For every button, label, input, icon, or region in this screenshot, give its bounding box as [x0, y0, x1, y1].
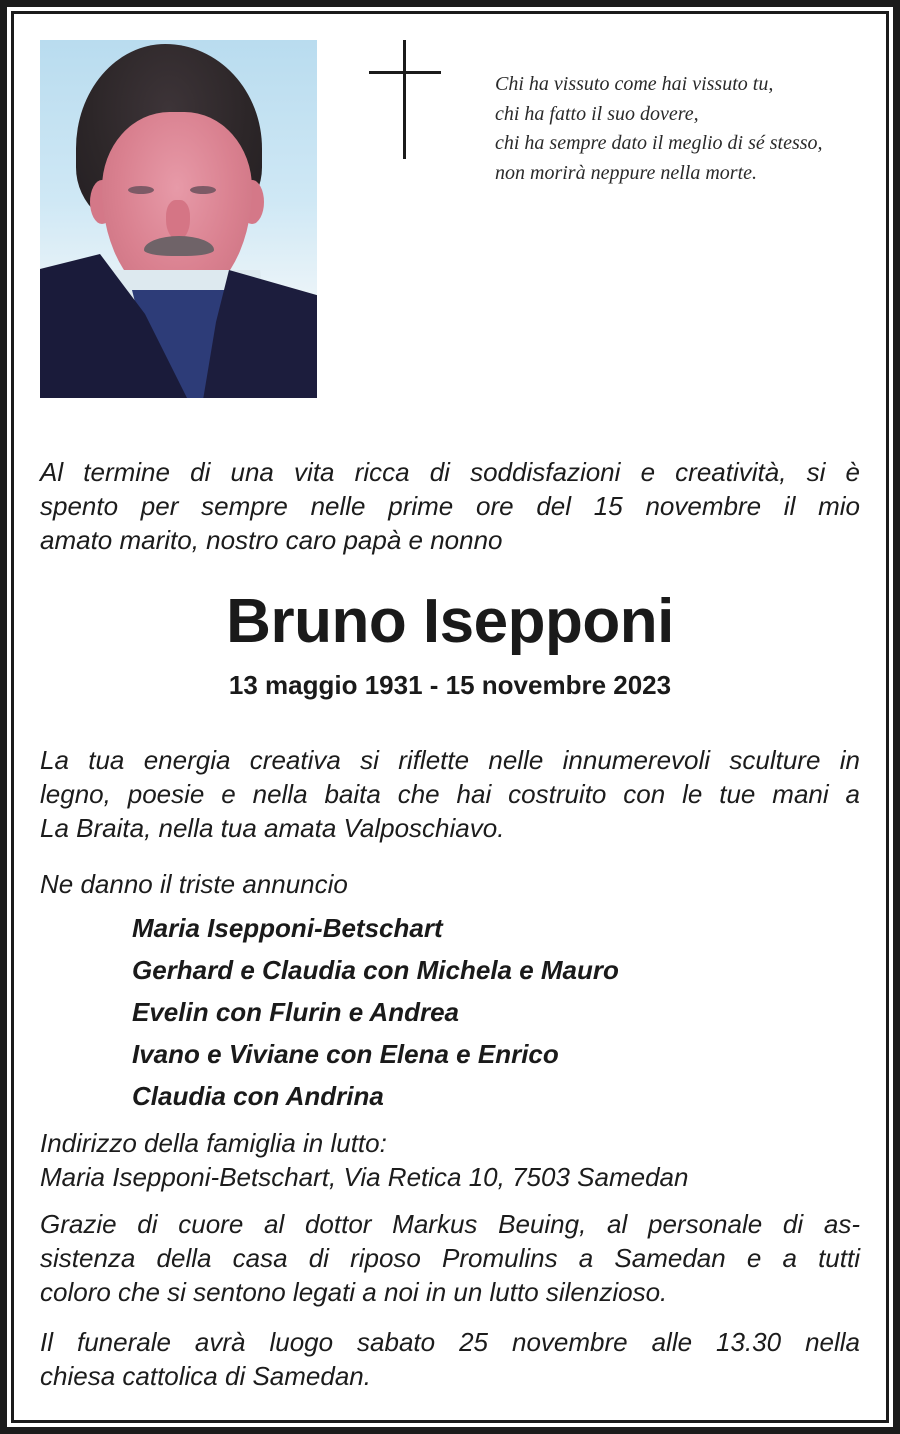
deceased-name: Bruno Isepponi: [226, 587, 674, 656]
thanks-line: Grazie di cuore al dottor Markus Beuing, al personale di as-: [40, 1209, 860, 1239]
family-address: [40, 1126, 860, 1194]
poem-line: non morirà neppure nella morte.: [495, 161, 758, 184]
cross-horizontal-bar: [369, 71, 441, 74]
family-members-list: [132, 907, 619, 1117]
thanks-line: coloro che si sentono legati a noi in un lutto silenzioso.: [40, 1277, 668, 1307]
portrait-photo: [40, 40, 317, 398]
address-line: Maria Isepponi-Betschart, Via Retica 10, 7503 Samedan: [40, 1162, 689, 1192]
poem-quote: [495, 70, 875, 188]
photo-nose: [166, 200, 190, 240]
thanks-line: sistenza della casa di riposo Promulins a Samedan e a tutti: [40, 1243, 860, 1273]
tribute-line: La Braita, nella tua amata Valposchiavo.: [40, 813, 505, 843]
tribute-paragraph: [40, 743, 860, 845]
poem-line: chi ha sempre dato il meglio di sé stesso,: [495, 132, 823, 154]
address-label: Indirizzo della famiglia in lutto:: [40, 1128, 387, 1158]
family-member: Ivano e Viviane con Elena e Enrico: [132, 1039, 559, 1069]
family-member: Gerhard e Claudia con Michela e Mauro: [132, 955, 619, 985]
announcement-label: Ne danno il triste annuncio: [40, 869, 348, 899]
thanks-paragraph: [40, 1207, 860, 1309]
poem-line: Chi ha vissuto come hai vissuto tu,: [495, 73, 774, 95]
funeral-paragraph: [40, 1325, 860, 1393]
photo-eye-left: [128, 186, 154, 194]
family-member: Evelin con Flurin e Andrea: [132, 997, 459, 1027]
intro-paragraph: [40, 455, 860, 557]
tribute-line: La tua energia creativa si riflette nelle innumerevoli sculture in: [40, 745, 860, 775]
poem-line: chi ha fatto il suo dovere,: [495, 102, 699, 125]
funeral-line: chiesa cattolica di Samedan.: [40, 1361, 371, 1391]
intro-line: amato marito, nostro caro papà e nonno: [40, 525, 503, 555]
family-member: Claudia con Andrina: [132, 1081, 384, 1111]
family-member: Maria Isepponi-Betschart: [132, 913, 443, 943]
life-dates: 13 maggio 1931 - 15 novembre 2023: [228, 670, 672, 700]
photo-eye-right: [190, 186, 216, 194]
tribute-line: legno, poesie e nella baita che hai costruito con le tue mani a: [40, 779, 860, 809]
funeral-line: Il funerale avrà luogo sabato 25 novembre alle 13.30 nella: [40, 1327, 860, 1357]
cross-vertical-bar: [403, 40, 406, 159]
intro-line: Al termine di una vita ricca di soddisfazioni e creatività, si è: [40, 457, 860, 487]
intro-line: spento per sempre nelle prime ore del 15 novembre il mio: [40, 491, 860, 521]
